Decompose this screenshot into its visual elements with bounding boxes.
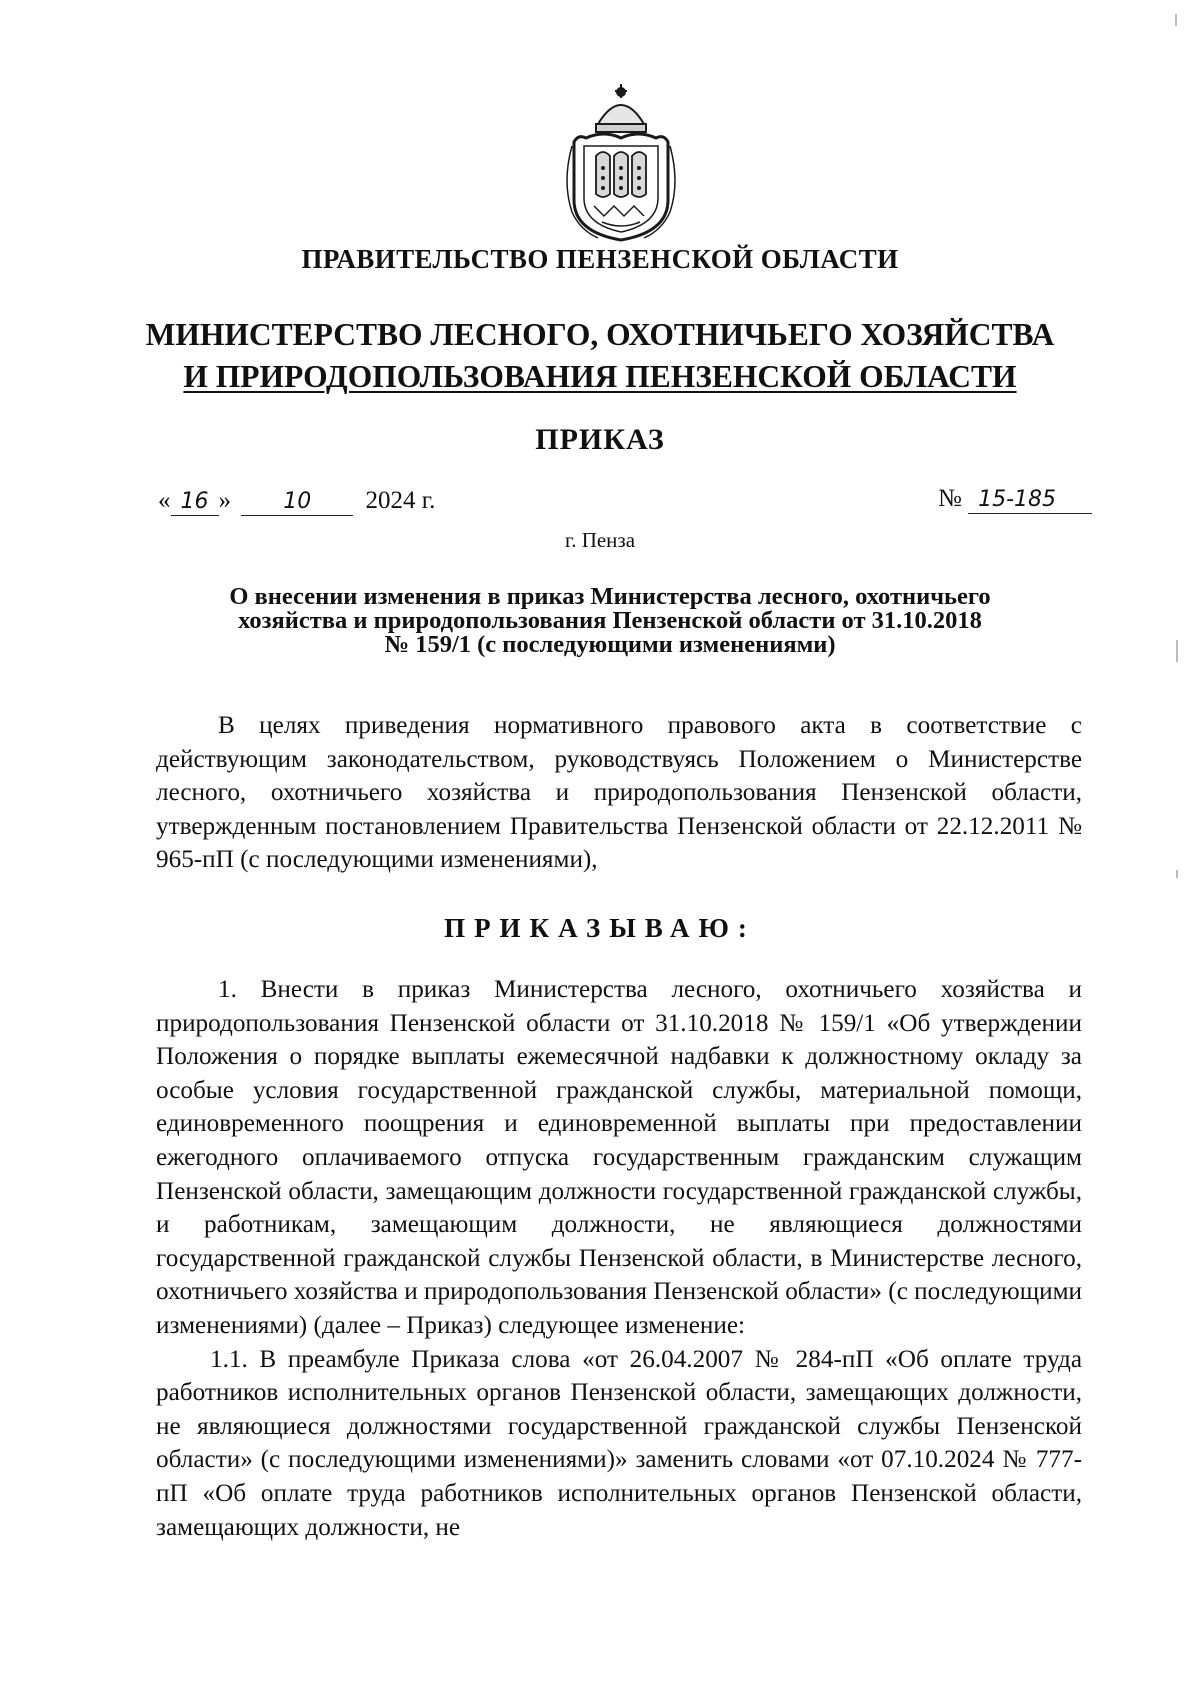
ministry-heading [0,314,1200,398]
title-line2: хозяйства и природопользования Пензенской области от 31.10.2018 [238,607,982,634]
handwritten-month: 10 [241,489,353,516]
preamble-section [156,709,1082,877]
document-title [150,585,1070,657]
scan-mark [1176,640,1178,662]
order-items [156,973,1082,1544]
ministry-heading-line1: МИНИСТЕРСТВО ЛЕСНОГО, ОХОТНИЧЬЕГО ХОЗЯЙСТВА [145,317,1055,352]
document-year: 2024 г. [365,487,436,514]
order-word: ПРИКАЗЫВАЮ: [444,913,756,943]
penza-coat-of-arms-icon [558,82,684,242]
item-1-paragraph: 1. Внести в приказ Министерства лесного, охотничьего хозяйства и природопользования Пензенской области от 31.10.2018 № 159/1 «Об утверждении Положения о порядке выплаты ежемесячной надбавки к должностному окладу за особые условия государственной гражданской службы, материальной помощи, единовременного поощрения и единовременной выплаты при предоставлении ежегодного оплачиваемого отпуска государственным гражданским служащим Пензенской области, замещающим должности государственной гражданской службы, и работникам, замещающим должности, не являющиеся должностями государственной гражданской службы Пензенской области, в Министерстве лесного, охотничьего хозяйства и природопользования Пензенской области» (с последующими изменениями) (далее – Приказ) следующее изменение: [156,976,1082,1339]
government-heading: ПРАВИТЕЛЬСТВО ПЕНЗЕНСКОЙ ОБЛАСТИ [301,244,899,274]
preamble-paragraph: В целях приведения нормативного правового акта в соответствие с действующим законодательством, руководствуясь Положением о Министерстве лесного, охотничьего хозяйства и природопользования Пензенской области, утвержденным постановлением Правительства Пензенской области от 22.12.2011 № 965-пП (с последующими изменениями), [156,712,1082,874]
handwritten-number: 15-185 [968,487,1092,514]
number-label: № [938,485,962,512]
title-line1: О внесении изменения в приказ Министерства лесного, охотничьего [229,583,991,610]
item-1-1-paragraph: 1.1. В преамбуле Приказа слова «от 26.04.2007 № 284-пП «Об оплате труда работников исполнительных органов Пензенской области, замещающих должности, не являющиеся должностями государственной гражданской службы Пензенской области» (с последующими изменениями)» заменить словами «от 07.10.2024 № 777-пП «Об оплате труда работников исполнительных органов Пензенской области, замещающих должности, не [156,1345,1082,1541]
document-date: « 16 » 10 2024 г. [158,487,436,514]
title-line3: № 159/1 (с последующими изменениями) [384,631,836,658]
document-city: г. Пенза [564,528,636,552]
document-number [938,485,1092,514]
scan-mark [1175,14,1177,26]
ministry-heading-line2: И ПРИРОДОПОЛЬЗОВАНИЯ ПЕНЗЕНСКОЙ ОБЛАСТИ [183,359,1017,394]
handwritten-day: 16 [171,489,219,516]
scan-mark [1176,870,1178,878]
document-type: ПРИКАЗ [535,423,665,456]
